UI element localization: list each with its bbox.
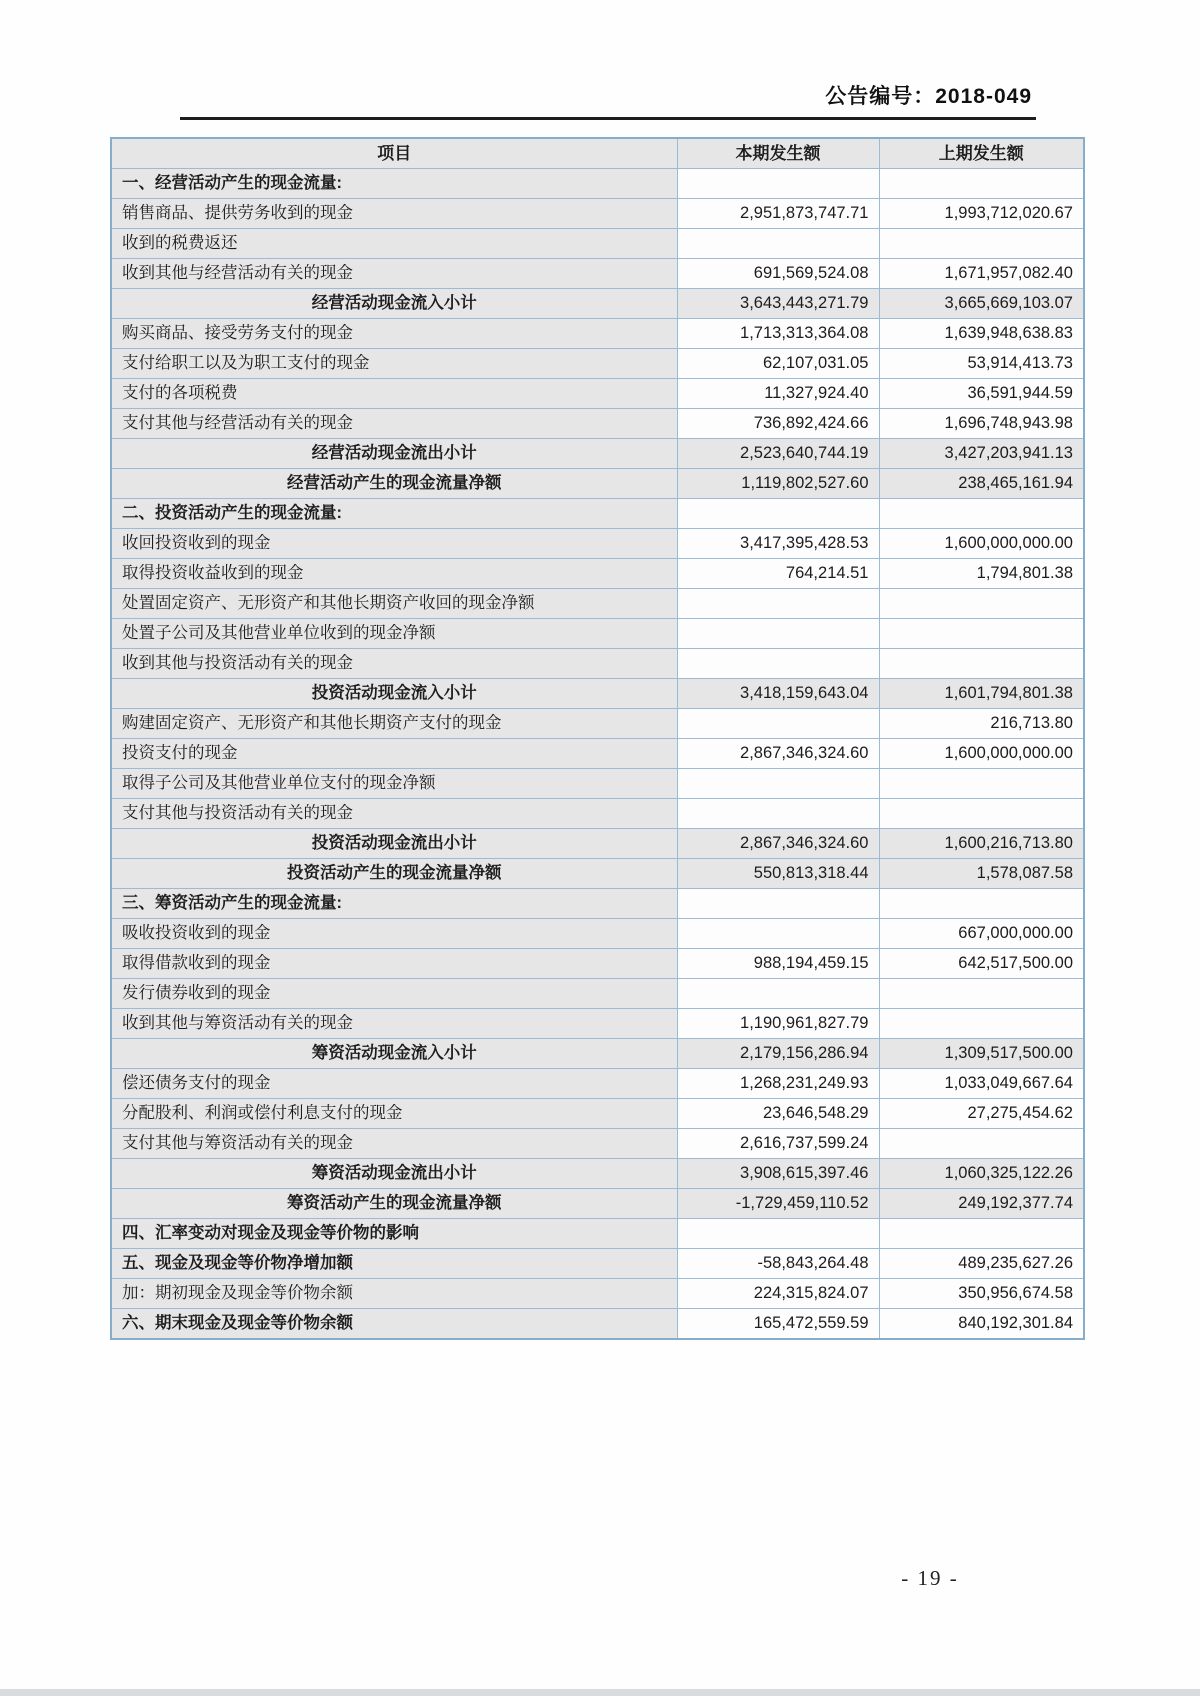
column-header-prior-period: 上期发生额	[879, 138, 1084, 169]
table-row	[111, 439, 1084, 469]
table-row	[111, 919, 1084, 949]
table-row	[111, 499, 1084, 529]
table-row	[111, 169, 1084, 199]
table-row	[111, 289, 1084, 319]
row-label: 收回投资收到的现金	[111, 529, 677, 559]
row-label: 支付其他与筹资活动有关的现金	[111, 1129, 677, 1159]
table-row	[111, 949, 1084, 979]
row-label: 吸收投资收到的现金	[111, 919, 677, 949]
table-row	[111, 1249, 1084, 1279]
prior-amount-cell	[879, 229, 1084, 259]
prior-amount-cell: 1,696,748,943.98	[879, 409, 1084, 439]
row-label: 支付其他与经营活动有关的现金	[111, 409, 677, 439]
table-row	[111, 1129, 1084, 1159]
current-amount-cell	[677, 979, 879, 1009]
current-amount-cell: 1,268,231,249.93	[677, 1069, 879, 1099]
table-row	[111, 559, 1084, 589]
table-header-row	[111, 138, 1084, 169]
current-amount-cell: -1,729,459,110.52	[677, 1189, 879, 1219]
row-label: 经营活动现金流入小计	[111, 289, 677, 319]
prior-amount-cell: 216,713.80	[879, 709, 1084, 739]
table-row	[111, 829, 1084, 859]
table-row	[111, 229, 1084, 259]
prior-amount-cell: 1,600,000,000.00	[879, 739, 1084, 769]
row-label: 销售商品、提供劳务收到的现金	[111, 199, 677, 229]
row-label: 购买商品、接受劳务支付的现金	[111, 319, 677, 349]
row-label: 支付其他与投资活动有关的现金	[111, 799, 677, 829]
prior-amount-cell: 1,600,216,713.80	[879, 829, 1084, 859]
prior-amount-cell: 667,000,000.00	[879, 919, 1084, 949]
row-label: 处置子公司及其他营业单位收到的现金净额	[111, 619, 677, 649]
table-row	[111, 469, 1084, 499]
prior-amount-cell: 1,993,712,020.67	[879, 199, 1084, 229]
prior-amount-cell: 840,192,301.84	[879, 1309, 1084, 1340]
announcement-number: 公告编号：2018-049	[825, 85, 1032, 108]
table-row	[111, 1309, 1084, 1340]
table-row	[111, 679, 1084, 709]
current-amount-cell	[677, 589, 879, 619]
prior-amount-cell: 27,275,454.62	[879, 1099, 1084, 1129]
prior-amount-cell: 1,060,325,122.26	[879, 1159, 1084, 1189]
current-amount-cell	[677, 1219, 879, 1249]
row-label: 发行债券收到的现金	[111, 979, 677, 1009]
table-row	[111, 1159, 1084, 1189]
current-amount-cell: 3,908,615,397.46	[677, 1159, 879, 1189]
table-row	[111, 409, 1084, 439]
row-label: 筹资活动现金流出小计	[111, 1159, 677, 1189]
column-header-current-period: 本期发生额	[677, 138, 879, 169]
table-row	[111, 1279, 1084, 1309]
table-row	[111, 739, 1084, 769]
row-label: 收到的税费返还	[111, 229, 677, 259]
prior-amount-cell: 1,639,948,638.83	[879, 319, 1084, 349]
current-amount-cell	[677, 769, 879, 799]
prior-amount-cell: 1,309,517,500.00	[879, 1039, 1084, 1069]
current-amount-cell: -58,843,264.48	[677, 1249, 879, 1279]
row-label: 购建固定资产、无形资产和其他长期资产支付的现金	[111, 709, 677, 739]
current-amount-cell: 3,643,443,271.79	[677, 289, 879, 319]
table-row	[111, 589, 1084, 619]
table-body	[111, 169, 1084, 1340]
row-label: 支付给职工以及为职工支付的现金	[111, 349, 677, 379]
prior-amount-cell: 36,591,944.59	[879, 379, 1084, 409]
table-row	[111, 799, 1084, 829]
prior-amount-cell: 642,517,500.00	[879, 949, 1084, 979]
row-label: 取得投资收益收到的现金	[111, 559, 677, 589]
prior-amount-cell	[879, 1219, 1084, 1249]
header-rule	[180, 117, 1036, 120]
table-row	[111, 649, 1084, 679]
cash-flow-statement	[110, 137, 1085, 1340]
table-row	[111, 1189, 1084, 1219]
current-amount-cell: 2,523,640,744.19	[677, 439, 879, 469]
prior-amount-cell: 3,427,203,941.13	[879, 439, 1084, 469]
row-label: 经营活动现金流出小计	[111, 439, 677, 469]
prior-amount-cell	[879, 769, 1084, 799]
table-row	[111, 889, 1084, 919]
table-row	[111, 1069, 1084, 1099]
current-amount-cell	[677, 499, 879, 529]
table-row	[111, 1219, 1084, 1249]
prior-amount-cell: 350,956,674.58	[879, 1279, 1084, 1309]
current-amount-cell	[677, 919, 879, 949]
table-row	[111, 259, 1084, 289]
row-label: 筹资活动现金流入小计	[111, 1039, 677, 1069]
current-amount-cell: 2,179,156,286.94	[677, 1039, 879, 1069]
row-label: 收到其他与投资活动有关的现金	[111, 649, 677, 679]
current-amount-cell: 3,418,159,643.04	[677, 679, 879, 709]
current-amount-cell	[677, 229, 879, 259]
current-amount-cell: 3,417,395,428.53	[677, 529, 879, 559]
current-amount-cell: 2,867,346,324.60	[677, 739, 879, 769]
current-amount-cell: 1,190,961,827.79	[677, 1009, 879, 1039]
table-row	[111, 379, 1084, 409]
table-row	[111, 529, 1084, 559]
prior-amount-cell: 1,578,087.58	[879, 859, 1084, 889]
current-amount-cell	[677, 889, 879, 919]
row-label: 投资活动现金流出小计	[111, 829, 677, 859]
row-label: 投资活动现金流入小计	[111, 679, 677, 709]
current-amount-cell	[677, 649, 879, 679]
row-label: 偿还债务支付的现金	[111, 1069, 677, 1099]
row-label: 加：期初现金及现金等价物余额	[111, 1279, 677, 1309]
prior-amount-cell	[879, 499, 1084, 529]
row-label: 投资支付的现金	[111, 739, 677, 769]
row-label: 四、汇率变动对现金及现金等价物的影响	[111, 1219, 677, 1249]
prior-amount-cell	[879, 1009, 1084, 1039]
prior-amount-cell: 489,235,627.26	[879, 1249, 1084, 1279]
row-label: 筹资活动产生的现金流量净额	[111, 1189, 677, 1219]
table-row	[111, 979, 1084, 1009]
current-amount-cell: 550,813,318.44	[677, 859, 879, 889]
current-amount-cell	[677, 169, 879, 199]
prior-amount-cell: 3,665,669,103.07	[879, 289, 1084, 319]
table-row	[111, 859, 1084, 889]
cash-flow-table	[110, 137, 1085, 1340]
current-amount-cell	[677, 709, 879, 739]
prior-amount-cell	[879, 649, 1084, 679]
current-amount-cell: 764,214.51	[677, 559, 879, 589]
current-amount-cell: 11,327,924.40	[677, 379, 879, 409]
current-amount-cell: 736,892,424.66	[677, 409, 879, 439]
row-label: 收到其他与经营活动有关的现金	[111, 259, 677, 289]
current-amount-cell: 224,315,824.07	[677, 1279, 879, 1309]
current-amount-cell	[677, 799, 879, 829]
row-label: 一、经营活动产生的现金流量:	[111, 169, 677, 199]
table-row	[111, 199, 1084, 229]
prior-amount-cell	[879, 889, 1084, 919]
table-row	[111, 1039, 1084, 1069]
prior-amount-cell	[879, 979, 1084, 1009]
current-amount-cell: 988,194,459.15	[677, 949, 879, 979]
row-label: 取得子公司及其他营业单位支付的现金净额	[111, 769, 677, 799]
prior-amount-cell: 1,600,000,000.00	[879, 529, 1084, 559]
current-amount-cell: 2,616,737,599.24	[677, 1129, 879, 1159]
prior-amount-cell: 249,192,377.74	[879, 1189, 1084, 1219]
current-amount-cell	[677, 619, 879, 649]
page-number: - 19 -	[901, 1566, 959, 1590]
current-amount-cell: 165,472,559.59	[677, 1309, 879, 1340]
prior-amount-cell	[879, 619, 1084, 649]
prior-amount-cell: 1,601,794,801.38	[879, 679, 1084, 709]
row-label: 投资活动产生的现金流量净额	[111, 859, 677, 889]
row-label: 经营活动产生的现金流量净额	[111, 469, 677, 499]
column-header-item: 项目	[111, 138, 677, 169]
row-label: 二、投资活动产生的现金流量:	[111, 499, 677, 529]
page-bottom-edge	[0, 1689, 1200, 1696]
prior-amount-cell: 1,794,801.38	[879, 559, 1084, 589]
table-row	[111, 769, 1084, 799]
current-amount-cell: 23,646,548.29	[677, 1099, 879, 1129]
row-label: 三、筹资活动产生的现金流量:	[111, 889, 677, 919]
current-amount-cell: 1,119,802,527.60	[677, 469, 879, 499]
table-row	[111, 1099, 1084, 1129]
row-label: 处置固定资产、无形资产和其他长期资产收回的现金净额	[111, 589, 677, 619]
table-row	[111, 619, 1084, 649]
row-label: 取得借款收到的现金	[111, 949, 677, 979]
table-row	[111, 709, 1084, 739]
current-amount-cell: 2,951,873,747.71	[677, 199, 879, 229]
prior-amount-cell	[879, 1129, 1084, 1159]
prior-amount-cell: 53,914,413.73	[879, 349, 1084, 379]
current-amount-cell: 691,569,524.08	[677, 259, 879, 289]
current-amount-cell: 2,867,346,324.60	[677, 829, 879, 859]
row-label: 收到其他与筹资活动有关的现金	[111, 1009, 677, 1039]
table-row	[111, 349, 1084, 379]
prior-amount-cell: 238,465,161.94	[879, 469, 1084, 499]
prior-amount-cell	[879, 589, 1084, 619]
prior-amount-cell	[879, 169, 1084, 199]
prior-amount-cell: 1,033,049,667.64	[879, 1069, 1084, 1099]
row-label: 分配股利、利润或偿付利息支付的现金	[111, 1099, 677, 1129]
prior-amount-cell: 1,671,957,082.40	[879, 259, 1084, 289]
prior-amount-cell	[879, 799, 1084, 829]
row-label: 六、期末现金及现金等价物余额	[111, 1309, 677, 1340]
table-row	[111, 1009, 1084, 1039]
current-amount-cell: 62,107,031.05	[677, 349, 879, 379]
row-label: 五、现金及现金等价物净增加额	[111, 1249, 677, 1279]
row-label: 支付的各项税费	[111, 379, 677, 409]
current-amount-cell: 1,713,313,364.08	[677, 319, 879, 349]
table-row	[111, 319, 1084, 349]
